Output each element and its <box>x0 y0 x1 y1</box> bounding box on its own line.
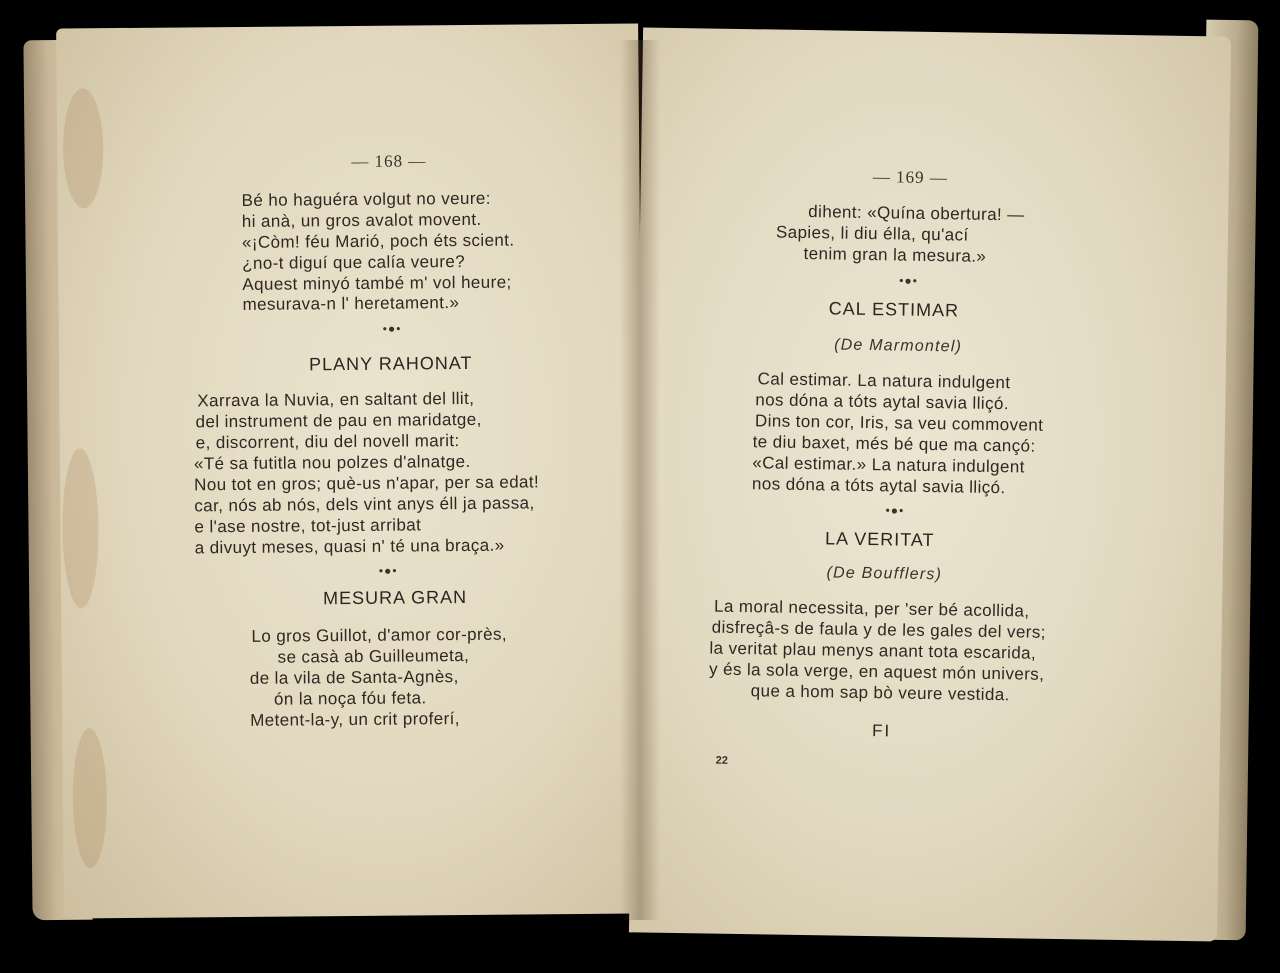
verse-line: Xarrava la Nuvia, en saltant del llit, <box>197 388 475 411</box>
page-number: — 169 — <box>872 167 948 188</box>
verse-line: disfreçâ-s de faula y de les gales del vers; <box>711 617 1046 642</box>
verse-line: mesurava-n l' heretament.» <box>242 293 460 314</box>
verse-line: Aquest minyó també m' vol heure; <box>242 272 512 294</box>
poem-title: PLANY RAHONAT <box>308 352 473 375</box>
ornament-divider: •●• <box>382 321 402 336</box>
end-mark: FI <box>871 721 892 741</box>
paper-stain <box>62 448 99 608</box>
verse-line: Bé ho haguéra volgut no veure: <box>241 188 491 210</box>
verse-line: Metent-la-y, un crit proferí, <box>250 709 460 730</box>
verse-line: de la vila de Santa-Agnès, <box>249 667 459 688</box>
printer-signature: 22 <box>715 754 728 767</box>
poem-title: MESURA GRAN <box>323 586 468 609</box>
poem-subtitle: (De Boufflers) <box>826 564 943 584</box>
verse-line: ón la noça fóu feta. <box>273 688 427 709</box>
verse-line: ¿no-t diguí que calía veure? <box>242 251 466 273</box>
left-page <box>56 23 646 918</box>
verse-line: La moral necessita, per 'ser bé acollida, <box>713 596 1030 621</box>
verse-line: «Cal estimar.» La natura indulgent <box>752 453 1025 477</box>
verse-line: e, discorrent, diu del novell marit: <box>195 431 460 453</box>
verse-line: del instrument de pau en maridatge, <box>195 409 482 432</box>
verse-line: «¡Còm! féu Marió, poch éts scient. <box>241 230 515 252</box>
verse-line: nos dóna a tóts aytal savia lliçó. <box>751 474 1006 498</box>
verse-line: a divuyt meses, quasi n' té una braça.» <box>194 535 505 558</box>
verse-line: la veritat plau menys anant tota escarida, <box>709 638 1037 663</box>
verse-line: Nou tot en gros; què-us n'apar, per sa edat! <box>194 472 540 495</box>
ornament-divider: •●• <box>885 503 905 518</box>
paper-stain <box>63 88 104 208</box>
verse-line: tenim gran la mesura.» <box>803 243 987 266</box>
verse-line: te diu baxet, més bé que ma cançó: <box>752 432 1036 456</box>
poem-title: LA VERITAT <box>824 528 935 551</box>
verse-line: car, nós ab nós, dels vint anys éll ja passa, <box>194 493 535 516</box>
verse-line: dihent: «Quína obertura! — <box>808 202 1025 225</box>
verse-line: Cal estimar. La natura indulgent <box>757 369 1011 393</box>
verse-line: e l'ase nostre, tot-just arribat <box>194 515 422 537</box>
verse-line: nos dóna a tóts aytal savia lliçó. <box>755 390 1010 414</box>
verse-line: Sapies, li diu élla, qu'ací <box>775 222 969 245</box>
poem-title: CAL ESTIMAR <box>828 298 960 321</box>
paper-stain <box>72 728 107 868</box>
verse-line: se casà ab Guilleumeta, <box>277 645 470 667</box>
ornament-divider: •●• <box>899 273 918 288</box>
verse-line: que a hom sap bò veure vestida. <box>750 681 1010 705</box>
verse-line: Lo gros Guillot, d'amor cor-près, <box>251 624 507 646</box>
poem-subtitle: (De Marmontel) <box>834 336 963 356</box>
book-gutter <box>620 40 660 920</box>
verse-line: Dins ton cor, Iris, sa veu commovent <box>754 411 1044 435</box>
verse-line: «Té sa futitla nou polzes d'alnatge. <box>193 451 471 474</box>
right-page <box>629 27 1231 941</box>
ornament-divider: •●• <box>378 563 398 578</box>
page-number: — 168 — <box>351 151 427 171</box>
verse-line: y és la sola verge, en aquest món univers, <box>708 659 1045 684</box>
verse-line: hi anà, un gros avalot movent. <box>241 209 482 231</box>
